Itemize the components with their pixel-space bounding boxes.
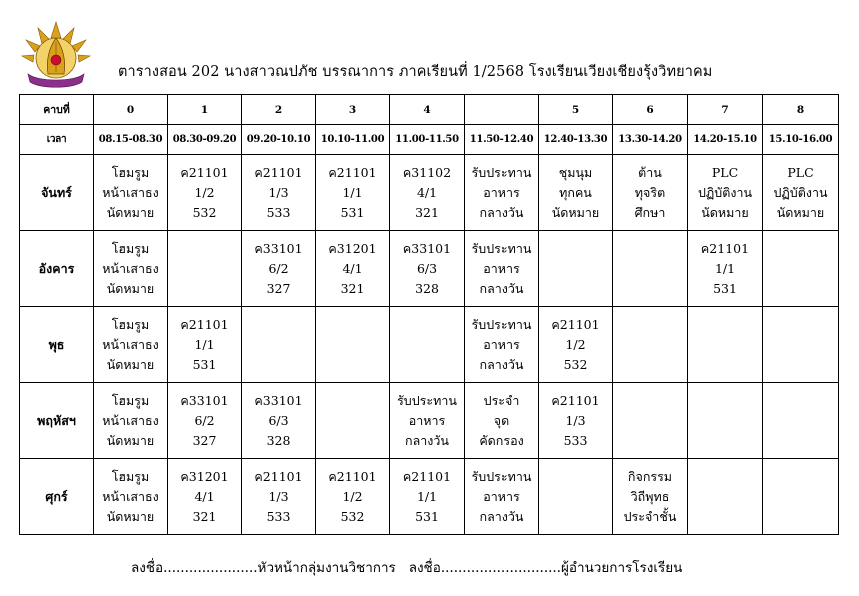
schedule-cell-line: นัดหมาย [106, 204, 155, 220]
schedule-cell-line: 1/1 [416, 488, 438, 504]
schedule-cell-line: กลางวัน [479, 280, 524, 296]
schedule-cell-line: กิจกรรม [627, 468, 673, 484]
period-number-cell: 1 [168, 95, 242, 125]
time-slot-cell: 11.00-11.50 [390, 125, 465, 155]
schedule-cell-line: PLC [711, 164, 739, 180]
schedule-cell [613, 231, 688, 307]
schedule-cell-line: 1/1 [342, 184, 363, 200]
schedule-cell-line: ค21101 [551, 316, 600, 332]
day-name-cell: จันทร์ [20, 155, 94, 231]
schedule-cell-line: โฮมรูม [111, 468, 150, 484]
schedule-cell-line: ศึกษา [634, 204, 666, 220]
schedule-cell [168, 155, 242, 231]
schedule-cell-line: กลางวัน [479, 204, 524, 220]
time-slot-cell: 08.30-09.20 [168, 125, 242, 155]
schedule-cell [94, 307, 168, 383]
schedule-cell-line: หน้าเสาธง [102, 412, 159, 428]
day-row [20, 231, 839, 307]
schedule-cell-line: 1/3 [565, 412, 586, 428]
schedule-cell [465, 231, 539, 307]
schedule-cell-line: ค33101 [402, 240, 452, 256]
day-row [20, 383, 839, 459]
schedule-cell-line: นัดหมาย [106, 508, 155, 524]
schedule-cell [539, 155, 613, 231]
day-name-cell: พุธ [20, 307, 94, 383]
schedule-cell-line: ค21101 [402, 468, 452, 484]
schedule-cell [242, 155, 316, 231]
schedule-cell-line: 4/1 [416, 184, 438, 200]
schedule-cell-line: 321 [340, 280, 365, 296]
time-slot-cell: 11.50-12.40 [465, 125, 539, 155]
schedule-cell [94, 459, 168, 535]
schedule-cell-line: 1/3 [268, 184, 289, 200]
schedule-cell [390, 155, 465, 231]
schedule-cell [763, 383, 839, 459]
schedule-cell-line: 328 [415, 280, 439, 296]
schedule-cell [94, 155, 168, 231]
schedule-cell [242, 307, 316, 383]
schedule-cell [94, 383, 168, 459]
day-row [20, 459, 839, 535]
schedule-cell-line: 531 [340, 204, 365, 220]
schedule-cell-line: หน้าเสาธง [102, 336, 159, 352]
period-header-row [20, 95, 839, 125]
period-number-cell: 7 [688, 95, 763, 125]
schedule-cell-line: ปฏิบัติงาน [697, 184, 753, 200]
schedule-cell-line: ค33101 [180, 392, 229, 408]
schedule-cell-line: โฮมรูม [111, 164, 150, 180]
schedule-cell-line: รับประทาน [471, 164, 532, 180]
schedule-cell-line: วิถีพุทธ [630, 488, 670, 504]
schedule-title: ตารางสอน 202 นางสาวณปภัช บรรณาการ ภาคเรียนที่ 1/2568 โรงเรียนเวียงเชียงรุ้งวิทยาคม [118, 64, 713, 80]
time-slot-cell: 13.30-14.20 [613, 125, 688, 155]
schedule-cell-line: ทุจริต [634, 184, 666, 200]
schedule-cell-line: ประจำ [483, 392, 520, 408]
schedule-cell-line: รับประทาน [397, 392, 457, 408]
schedule-cell [465, 383, 539, 459]
period-label-cell: คาบที่ [20, 95, 94, 125]
schedule-cell-line: อาหาร [483, 488, 520, 504]
schedule-cell-line: 531 [713, 280, 737, 296]
schedule-cell-line: 533 [266, 204, 291, 220]
schedule-cell-line: ค21101 [328, 468, 377, 484]
schedule-cell [613, 307, 688, 383]
timetable [19, 94, 839, 535]
schedule-cell-line: อาหาร [408, 412, 446, 428]
schedule-cell-line: กลางวัน [479, 356, 524, 372]
schedule-cell-line: 1/3 [268, 488, 289, 504]
schedule-cell-line: นัดหมาย [106, 432, 155, 448]
day-name-cell: พฤหัสฯ [20, 383, 94, 459]
schedule-cell-line: 6/2 [194, 412, 215, 428]
schedule-cell [316, 155, 390, 231]
schedule-cell [688, 307, 763, 383]
day-name-cell: อังคาร [20, 231, 94, 307]
schedule-cell-line: ทุกคน [559, 184, 592, 200]
schedule-cell-line: 4/1 [342, 260, 363, 276]
day-name-cell: ศุกร์ [20, 459, 94, 535]
schedule-cell [390, 459, 465, 535]
schedule-cell [613, 459, 688, 535]
schedule-cell-line: 532 [563, 356, 588, 372]
signature-footer [131, 556, 682, 578]
schedule-cell-line: 1/1 [714, 260, 736, 276]
schedule-cell-line: นัดหมาย [701, 204, 749, 220]
schedule-cell-line: รับประทาน [471, 468, 532, 484]
schedule-cell [763, 231, 839, 307]
schedule-cell-line: 327 [192, 432, 217, 448]
time-slot-cell: 08.15-08.30 [94, 125, 168, 155]
schedule-cell [688, 459, 763, 535]
schedule-cell-line: ค21101 [180, 316, 229, 332]
schedule-cell [390, 231, 465, 307]
schedule-cell-line: 321 [192, 508, 217, 524]
schedule-cell [316, 231, 390, 307]
schedule-cell-line: ค31102 [402, 164, 452, 180]
schedule-cell-line: อาหาร [483, 260, 520, 276]
schedule-cell [688, 155, 763, 231]
schedule-cell-line: ค31201 [180, 468, 229, 484]
schedule-cell-line: 1/2 [565, 336, 586, 352]
schedule-cell-line: นัดหมาย [106, 280, 155, 296]
schedule-cell [688, 383, 763, 459]
schedule-cell [168, 307, 242, 383]
schedule-cell [539, 231, 613, 307]
schedule-cell-line: นัดหมาย [776, 204, 825, 220]
period-number-cell: 0 [94, 95, 168, 125]
schedule-cell [465, 459, 539, 535]
time-slot-cell: 12.40-13.30 [539, 125, 613, 155]
schedule-cell-line: ปฏิบัติงาน [773, 184, 828, 200]
schedule-cell-line: 532 [192, 204, 217, 220]
day-row [20, 307, 839, 383]
schedule-cell [168, 383, 242, 459]
schedule-cell [465, 155, 539, 231]
schedule-cell-line: หน้าเสาธง [102, 488, 159, 504]
schedule-cell [613, 383, 688, 459]
schedule-cell [316, 459, 390, 535]
schedule-cell-line: PLC [787, 164, 814, 180]
time-slot-cell: 10.10-11.00 [316, 125, 390, 155]
schedule-cell [763, 459, 839, 535]
time-header-row [20, 125, 839, 155]
time-slot-cell: 14.20-15.10 [688, 125, 763, 155]
schedule-cell [316, 307, 390, 383]
period-number-cell [465, 95, 539, 125]
schedule-cell-line: 328 [266, 432, 291, 448]
schedule-cell-line: ค21101 [180, 164, 229, 180]
schedule-cell-line: ค31201 [328, 240, 377, 256]
time-slot-cell: 15.10-16.00 [763, 125, 839, 155]
schedule-cell-line: 6/2 [268, 260, 289, 276]
schedule-cell-line: อาหาร [483, 336, 520, 352]
schedule-cell-line: ค33101 [254, 240, 303, 256]
schedule-cell [465, 307, 539, 383]
schedule-cell-line: จุด [493, 412, 510, 428]
schedule-cell [539, 307, 613, 383]
signature-line-director: ลงชื่อ............................ผู้อำนวยการโรงเรียน [408, 560, 683, 576]
schedule-cell-line: โฮมรูม [111, 392, 150, 408]
school-emblem-logo [18, 16, 94, 92]
schedule-cell-line: 321 [415, 204, 439, 220]
schedule-cell-line: 531 [192, 356, 217, 372]
schedule-cell-line: นัดหมาย [551, 204, 600, 220]
period-number-cell: 4 [390, 95, 465, 125]
schedule-cell-line: ค33101 [254, 392, 303, 408]
schedule-cell-line: 533 [563, 432, 588, 448]
schedule-cell-line: ค21101 [551, 392, 600, 408]
schedule-cell-line: นัดหมาย [106, 356, 155, 372]
schedule-cell-line: ชุมนุม [558, 164, 593, 180]
period-number-cell: 5 [539, 95, 613, 125]
schedule-cell-line: 6/3 [416, 260, 438, 276]
schedule-cell-line: ประจำชั้น [623, 508, 677, 524]
schedule-cell [242, 383, 316, 459]
schedule-cell [316, 383, 390, 459]
period-number-cell: 8 [763, 95, 839, 125]
schedule-cell-line: 6/3 [268, 412, 289, 428]
schedule-cell-line: ค21101 [254, 164, 303, 180]
schedule-cell-line: หน้าเสาธง [102, 184, 159, 200]
schedule-cell-line: 1/1 [194, 336, 215, 352]
schedule-cell-line: 4/1 [194, 488, 215, 504]
time-label-cell: เวลา [20, 125, 94, 155]
schedule-cell [242, 459, 316, 535]
schedule-cell-line: 327 [266, 280, 291, 296]
schedule-cell [688, 231, 763, 307]
schedule-cell-line: อาหาร [483, 184, 520, 200]
schedule-cell-line: ต้าน [638, 164, 662, 180]
schedule-cell-line: 531 [415, 508, 439, 524]
schedule-cell [613, 155, 688, 231]
schedule-cell [94, 231, 168, 307]
schedule-cell-line: โฮมรูม [111, 240, 150, 256]
schedule-cell [763, 155, 839, 231]
schedule-cell-line: หน้าเสาธง [102, 260, 159, 276]
period-number-cell: 3 [316, 95, 390, 125]
schedule-cell-line: โฮมรูม [111, 316, 150, 332]
schedule-cell [539, 459, 613, 535]
schedule-cell-line: คัดกรอง [479, 432, 524, 448]
schedule-cell [390, 383, 465, 459]
period-number-cell: 2 [242, 95, 316, 125]
schedule-cell [763, 307, 839, 383]
schedule-cell-line: ค21101 [254, 468, 303, 484]
schedule-cell-line: 533 [266, 508, 291, 524]
schedule-cell-line: รับประทาน [471, 316, 532, 332]
time-slot-cell: 09.20-10.10 [242, 125, 316, 155]
schedule-cell-line: กลางวัน [479, 508, 524, 524]
schedule-cell-line: 1/2 [342, 488, 363, 504]
period-number-cell: 6 [613, 95, 688, 125]
schedule-cell-line: กลางวัน [405, 432, 449, 448]
signature-line-academic-head: ลงชื่อ......................หัวหน้ากลุ่มงานวิชาการ [131, 560, 396, 576]
schedule-cell [168, 459, 242, 535]
schedule-cell [168, 231, 242, 307]
schedule-cell [242, 231, 316, 307]
schedule-cell-line: ค21101 [328, 164, 377, 180]
schedule-cell-line: 1/2 [194, 184, 215, 200]
schedule-cell [390, 307, 465, 383]
schedule-cell [539, 383, 613, 459]
schedule-cell-line: 532 [340, 508, 365, 524]
schedule-cell-line: รับประทาน [471, 240, 532, 256]
schedule-cell-line: ค21101 [700, 240, 750, 256]
day-row [20, 155, 839, 231]
